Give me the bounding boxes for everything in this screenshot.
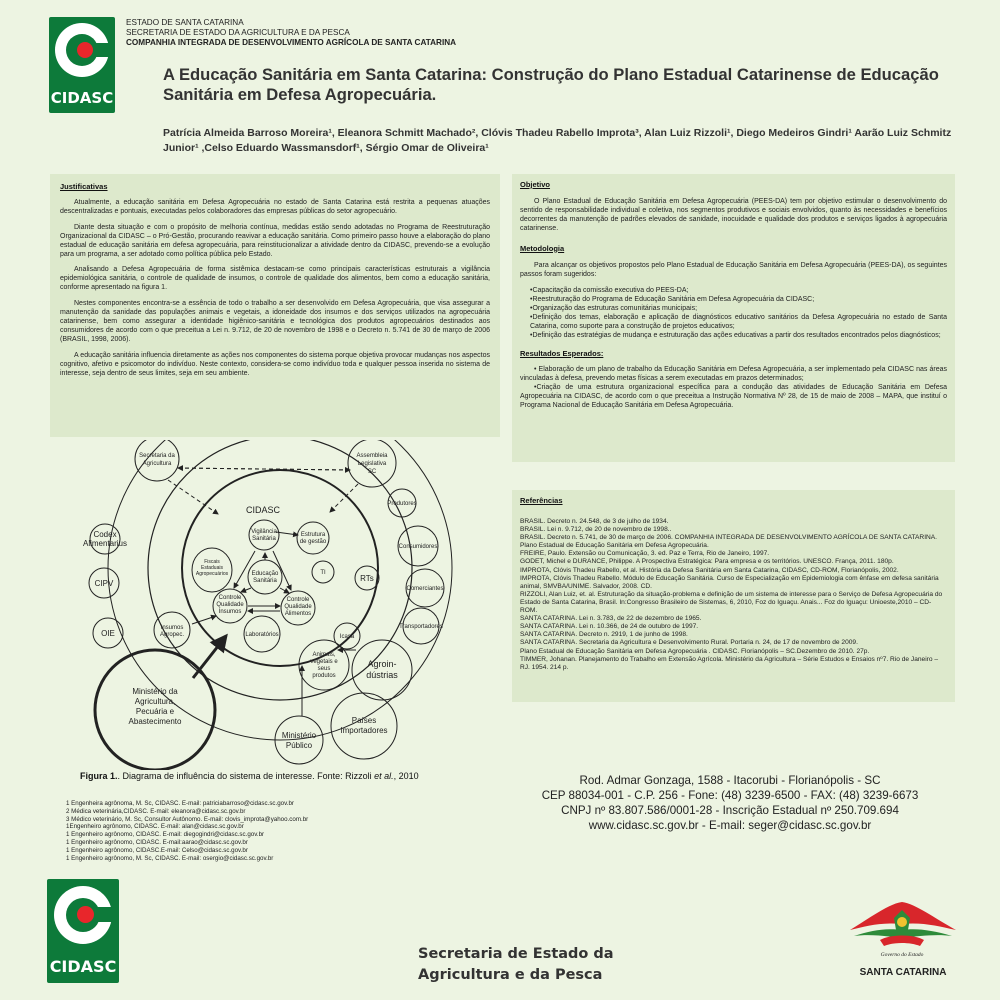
svg-text:Importadores: Importadores (340, 726, 388, 735)
reference: RIZZOLI, Alan Luiz, et. al. Estruturação da situação-problema e definição de um sistema de interesse para o Serviço de Defesa Agropecuária do Estado de Santa Catarina, Brasil. In:Congresso Brasileiro de Sistemas, 6, 2010, Foz do Iguaçu. Anais... Foz do Iguaçu: Unioeste,2010 – CD-ROM. (520, 590, 943, 615)
svg-text:Alimentarius: Alimentarius (82, 539, 128, 548)
svg-text:dústrias: dústrias (366, 670, 398, 680)
reference: SANTA CATARINA. Lei n. 10.366, de 24 de outubro de 1997. (520, 623, 699, 631)
paragraph: Diante desta situação e com o propósito de melhoria contínua, medidas estão sendo adotadas no Programa de Reestruturação Organizacional da CIDASC – o Pró-Gestão, procurando reavivar a educação sanitária. Como primeiro passo houve a elaboração do plano estadual de educação sanitária em defesa agropecuária, para reinstitucionalizar a atividade dentro da CIDASC, prevendo-se a evolução para um programa, a ser adotado como política pública pelo Estado. (60, 223, 490, 258)
node-codex: Codex (93, 530, 117, 539)
node-mapa: Ministério da (132, 687, 178, 696)
footnote: 1 Engenheira agrônoma, M. Sc, CIDASC. E-mail: patriciabarroso@cidasc.sc.gov.br (66, 800, 294, 807)
svg-text:produtos: produtos (312, 673, 336, 679)
svg-text:Agricultura,: Agricultura, (134, 697, 176, 706)
contact-line: Rod. Admar Gonzaga, 1588 - Itacorubi - Florianópolis - SC (579, 774, 881, 787)
reference: BRASIL. Lei n. 9.712, de 20 de novembro de 1998.. (520, 526, 672, 534)
footnote: 3 Médico veterinário, M. Sc, Consultor Autônomo. E-mail: clovis_improta@yahoo.com.br (66, 815, 309, 823)
reference: GODET, Michel e DURANCE, Philippe. A Prospectiva Estratégica: Para empresa e os territórios. UNESCO. França, 2011. 180p. (520, 558, 894, 566)
svg-text:Legislativa: Legislativa (357, 461, 387, 467)
svg-text:Pecuária e: Pecuária e (135, 707, 175, 716)
step-item: •Definição dos temas, elaboração e aplicação de diagnósticos educativo sanitários da Defesa Agropecuária no estado de Santa Catarina, como suporte para a construção de projetos educativos; (530, 314, 947, 331)
node-ctrl-insumos: Controle (218, 595, 242, 601)
footnote: 1 Engenheiro agrônomo, CIDASC. E-mail: diegogindri@cidasc.sc.gov.br (66, 831, 265, 839)
node-cidasc: CIDASC (245, 505, 281, 515)
svg-text:de gestão: de gestão (299, 539, 327, 545)
reference: BRASIL. Decreto n. 5.741, de 30 de março de 2006. COMPANHIA INTEGRADA DE DESENVOLVIMENTO AGRÍCOLA DE SANTA CATARINA. Plano Estadual de Educação Sanitária em Defesa Agropecuária. (520, 534, 938, 550)
paragraph: • Elaboração de um plano de trabalho da Educação Sanitária em Defesa Agropecuária, a ser implementado pela CIDASC nas áreas vinculadas à defesa, prevendo metas físicas a serem executadas em prazos determinados; (520, 365, 947, 382)
svg-text:Estaduais: Estaduais (201, 565, 223, 571)
node-fiscais: Fiscais (204, 559, 220, 565)
objetivo-panel (512, 174, 955, 462)
secretaria-line: Agricultura e da Pesca (418, 967, 603, 983)
svg-text:Abastecimento: Abastecimento (128, 717, 182, 726)
caption-text: . Diagrama de influência do sistema de interesse. Fonte: Rizzoli (117, 771, 375, 781)
svg-text:Sanitária: Sanitária (252, 536, 276, 542)
node-ministerio-publico: Ministério (281, 731, 317, 740)
node-paises: Países (351, 716, 377, 725)
svg-text:seus: seus (317, 666, 331, 672)
node-agroindustrias: Agroin- (367, 659, 397, 669)
node-oie: OIE (101, 629, 115, 638)
node-laboratorios: Laboratórios (245, 632, 279, 638)
section-heading: Resultados Esperados: (520, 348, 604, 358)
node-rts: RTs (360, 574, 374, 583)
gov-name: SANTA CATARINA (859, 967, 947, 978)
step-item: •Definição das estratégias de mudança e estruturação das ações educativas a partir dos resultados encontrados pelos diagnósticos; (530, 331, 941, 339)
node-animais: Animais, (312, 652, 336, 658)
influence-diagram (58, 440, 498, 770)
caption-end: , 2010 (393, 771, 419, 781)
paragraph: O Plano Estadual de Educação Sanitária em Defesa Agropecuária (PEES-DA) tem por objetivo estimular o desenvolvimento do sentido de responsabilidade individual e coletiva, nos segmentos produtivos e sociais envolvidos, quanto às necessidades e benefícios decorrentes da manutenção de padrões elevados de sanidade, inocuidade e qualidade dos produtos e serviços ligados à agropecuária catarinense. (520, 198, 947, 232)
svg-text:Qualidade: Qualidade (284, 604, 312, 610)
paragraph: Nestes componentes encontra-se a essência de todo o trabalho a ser desenvolvido em Defesa Agropecuária, que visa assegurar a manutenção da sanidade das populações animais e vegetais, a idoneidade dos insumos e dos serviços utilizados na agropecuária catarinense, bem como assegurar a identidade higiênico-sanitária e tecnológica dos produtos agropecuários destinados aos consumidores de acordo com o que preceitua a Lei n. 9.712, de 20 de novembro de 1998 e o Decreto n. 5.741 de 30 de março de 2006 (BRASIL, 1998, 2006). (60, 300, 490, 343)
referencias-panel (512, 490, 955, 702)
caption-italic: et al. (374, 771, 394, 781)
node-cipv: CIPV (94, 579, 114, 588)
node-estrutura: Estrutura (300, 532, 326, 538)
gov-emblem (842, 900, 964, 980)
step-item: •Capacitação da comissão executiva do PEES-DA; (530, 287, 689, 295)
caption-label: Figura 1. (80, 771, 118, 781)
step-item: •Organização das estruturas comunitárias municipais; (530, 305, 698, 313)
node-produtores: Produtores (387, 501, 417, 507)
secretaria-block (418, 944, 678, 986)
step-item: •Reestruturação do Programa de Educação Sanitária em Defesa Agropecuária da CIDASC; (530, 296, 815, 304)
section-heading: Referências (520, 496, 563, 505)
node-educacao: Educação (251, 571, 279, 577)
reference: Plano Estadual de Educação Sanitária em Defesa Agropecuária . CIDASC. Florianópolis – SC.Dezembro de 2010. 27p. (520, 647, 870, 655)
svg-text:Sanitária: Sanitária (253, 578, 277, 584)
node-consumidores: Consumidores (398, 544, 438, 550)
reference: SANTA CATARINA. Secretaria da Agricultura e Desenvolvimento Rural. Portaria n. 24, de 17 de novembro de 2009. (520, 639, 858, 647)
figure-caption (80, 771, 500, 781)
reference: BRASIL. Decreto n. 24.548, de 3 de julho de 1934. (520, 518, 669, 525)
paragraph: Analisando a Defesa Agropecuária de forma sistêmica destacam-se como principais características estruturais a vigilância epidemiológica sanitária, o controle de qualidade de insumos, o controle de qualidade dos alimentos, bem como a educação sanitária, conforme apresentado na figura 1. (60, 266, 490, 292)
contact-line: www.cidasc.sc.gov.br - E-mail: seger@cidasc.sc.gov.br (588, 819, 872, 832)
svg-text:Alimentos: Alimentos (284, 611, 312, 617)
cidasc-logo-bottom (47, 879, 119, 983)
paragraph: A educação sanitária influencia diretamente as ações nos componentes do sistema porque objetiva provocar mudanças nos aspectos cognitivo, afetivo e psicomotor do indivíduo. Neste contexto, considera-se como indivíduo toda e qualquer pessoa inserida no sistema de interesse, seja dentro de seus limites, seja em seu ambiente. (60, 351, 490, 377)
svg-text:SC: SC (367, 469, 377, 475)
svg-text:Insumos: Insumos (218, 609, 242, 615)
logo-word: CIDASC (49, 957, 117, 976)
authors: Patrícia Almeida Barroso Moreira¹, Eleanora Schmitt Machado², Clóvis Thadeu Rabello Improta³, Alan Luiz Rizzoli¹, Diego Medeiros Gindri¹ Aarão Luiz Schmitz Junior¹ ,Celso Eduardo Wassmansdorf¹, Sérgio Omar de Oliveira¹ (163, 127, 952, 154)
justificativas-panel (50, 174, 500, 437)
reference: FREIRE, Paulo. Extensão ou Comunicação, 3. ed. Paz e Terra, Rio de Janeiro, 1997. (520, 550, 770, 558)
reference: SANTA CATARINA. Lei n. 3.783, de 22 de dezembro de 1965. (520, 615, 702, 623)
section-heading: Justificativas (60, 182, 108, 191)
paragraph: Atualmente, a educação sanitária em Defesa Agropecuária no estado de Santa Catarina está restrita a pequenas atuações descentralizadas e pontuais, executadas pelos colaboradores das empresas públicas do setor agropecuário. (60, 199, 490, 215)
reference: SANTA CATARINA. Decreto n. 2919, 1 de junho de 1998. (520, 631, 688, 639)
org-line: SECRETARIA DE ESTADO DA AGRICULTURA E DA PESCA (126, 28, 350, 37)
reference: TIMMER, Johanan. Planejamento do Trabalho em Extensão Agrícola. Ministério da Agricultura – Série Estudos e Ensaios nº7. Rio de Janeiro – RJ. 1954. 214 p. (520, 655, 939, 671)
secretaria-line: Secretaria de Estado da (418, 946, 614, 962)
section-heading: Metodologia (520, 243, 565, 253)
paragraph: •Criação de uma estrutura organizacional específica para a condução das atividades de Educação Sanitária em Defesa Agropecuária na CIDASC, de acordo com o que preceitua a Instrução Normativa Nº 28, de 15 de maio de 2008 – MAPA, que instituí o Programa Nacional de Educação Sanitária em Defesa Agropecuária. (520, 383, 947, 409)
contact-line: CEP 88034-001 - C.P. 256 - Fone: (48) 3239-6500 - FAX: (48) 3239-6673 (541, 789, 919, 802)
svg-text:Agricultura: Agricultura (142, 461, 172, 467)
footnote: 1Engenheiro agrônomo, CIDASC. E-mail: alan@cidasc.sc.gov.br (66, 823, 244, 831)
node-ctrl-alimentos: Controle (286, 597, 310, 603)
svg-text:Agropecuários: Agropecuários (195, 571, 229, 577)
org-header (126, 18, 626, 48)
node-comerciantes: Comerciantes (406, 586, 444, 592)
contact-block (530, 773, 930, 833)
reference: IMPROTA, Clóvis Thadeu Rabello, et al. História da Defesa Sanitária em Santa Catarina, CIDASC, CD-ROM, Florianópolis, 2002. (520, 566, 899, 574)
section-heading: Objetivo (520, 180, 551, 189)
page-title: A Educação Sanitária em Santa Catarina: Construção do Plano Estadual Catarinense de Educação Sanitária em Defesa Agropecuária. (163, 65, 939, 104)
svg-text:Qualidade: Qualidade (216, 602, 244, 608)
org-line: ESTADO DE SANTA CATARINA (126, 18, 244, 27)
paragraph: Para alcançar os objetivos propostos pelo Plano Estadual de Educação Sanitária em Defesa Agropecuária (PEES-DA), os seguintes passos foram sugeridos: (520, 261, 947, 278)
footnote: 1 Engenheiro agrônomo, CIDASC. E-mail:aarao@cidasc.sc.gov.br (66, 838, 248, 846)
svg-text:Público: Público (285, 741, 313, 750)
cidasc-logo-top (49, 17, 115, 113)
node-transportadores: Transportadores (399, 624, 443, 630)
node-assembleia: Assembleia (356, 453, 388, 459)
svg-text:vegetais e: vegetais e (310, 659, 338, 665)
logo-word: CIDASC (50, 89, 114, 107)
footnote: 1 Engenheiro agrônomo, CIDASC.E-mail: Celso@cidasc.sc.gov.br (66, 846, 248, 854)
node-secretaria: Secretaria da (139, 453, 175, 459)
org-line-bold: COMPANHIA INTEGRADA DE DESENVOLVIMENTO AGRÍCOLA DE SANTA CATARINA (126, 38, 457, 47)
node-ti: TI (320, 570, 326, 576)
node-icasa: Icasa (339, 634, 355, 640)
footnotes (66, 800, 426, 862)
footnote: 2 Médica veterinária,CIDASC. E-mail: eleanora@cidasc.sc.gov.br (66, 807, 246, 815)
footnote: 1 Engenheiro agrônomo, M. Sc, CIDASC. E-mail: osergio@cidasc.sc.gov.br (66, 854, 274, 862)
emblem-icon (842, 900, 964, 960)
node-vigilancia: Vigilância (251, 529, 277, 535)
gov-small-text: Governo do Estado (880, 952, 924, 958)
reference: IMPROTA, Clóvis Thadeu Rabello. Módulo de Educação Sanitária. Curso de Especialização em Epidemiologia com ênfase em defesa sanitária animal, SMVBA/UNIME. Salvador, 2008. CD. (520, 574, 939, 590)
svg-text:Agropec.: Agropec. (159, 632, 185, 638)
node-insumos: Insumos (160, 625, 184, 631)
contact-line: CNPJ nº 83.807.586/0001-28 - Inscrição Estadual nº 250.709.694 (561, 804, 899, 817)
